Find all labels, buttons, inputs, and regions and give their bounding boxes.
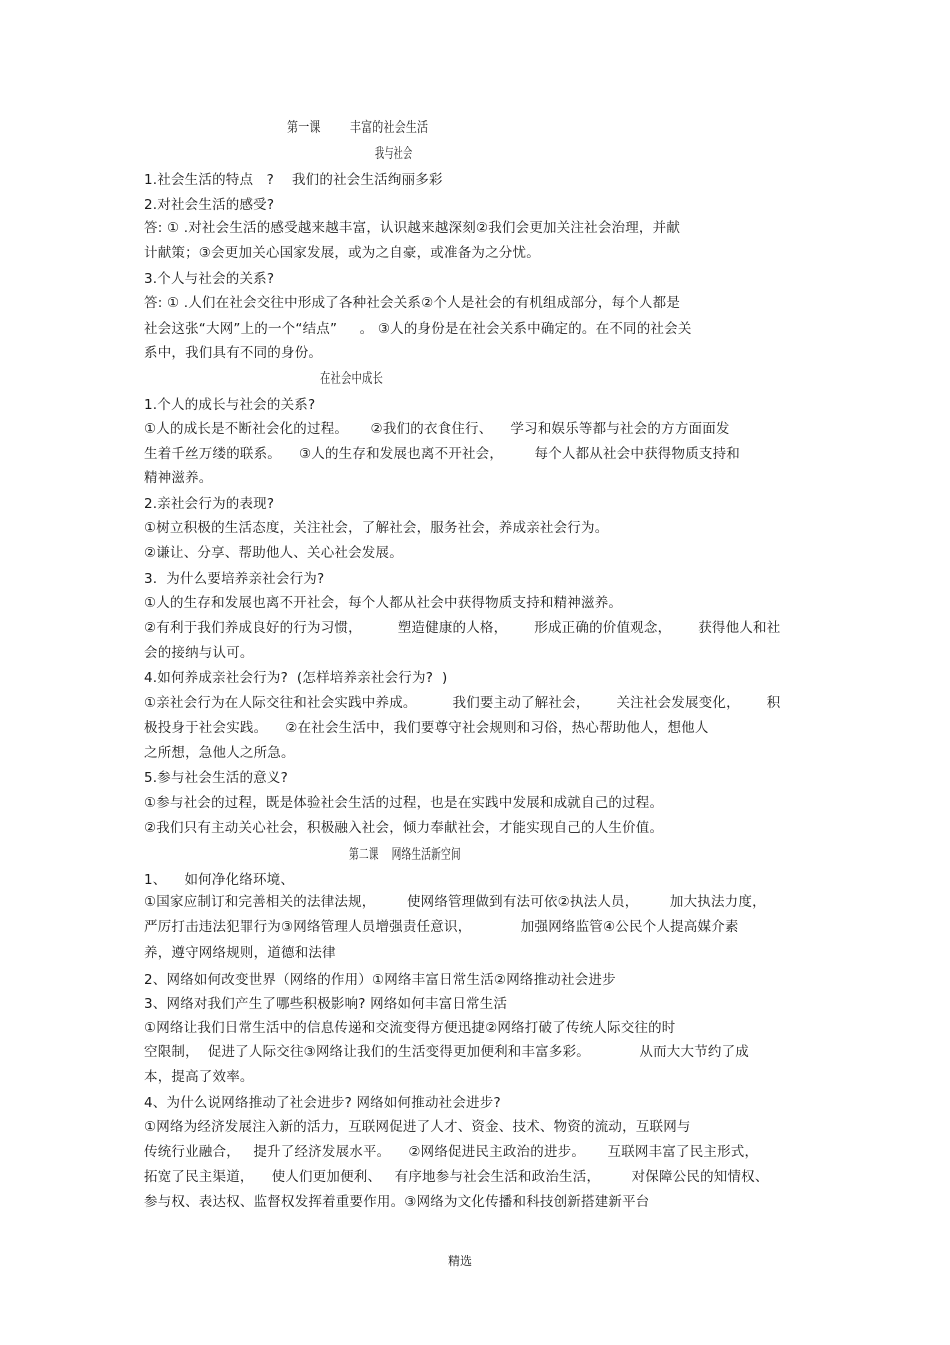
- text-line: ②我们只有主动关心社会，积极融入社会，倾力奉献社会，才能实现自己的人生价值。: [144, 820, 664, 836]
- lesson-1-title: 第一课 丰富的社会生活: [287, 120, 429, 136]
- text-line: 养，遵守网络规则，道德和法律: [144, 945, 336, 961]
- page-footer: 精选: [448, 1254, 473, 1268]
- text-line: 之所想，急他人之所急。: [144, 745, 295, 761]
- text-line: 极投身于社会实践。 ②在社会生活中，我们要尊守社会规则和习俗，热心帮助他人，想他人: [144, 720, 709, 736]
- text-line: ①亲社会行为在人际交往和社会实践中养成。 我们要主动了解社会， 关注社会发展变化， 积: [144, 695, 781, 711]
- text-line: 3. 为什么要培养亲社会行为?: [144, 571, 325, 587]
- section-heading-growing-in-society: 在社会中成长: [320, 371, 383, 387]
- text-line: 5.参与社会生活的意义?: [144, 770, 288, 786]
- text-line: ①树立积极的生活态度，关注社会，了解社会，服务社会，养成亲社会行为。: [144, 520, 609, 536]
- text-line: 精神滋养。: [144, 470, 213, 486]
- text-line: 2.亲社会行为的表现?: [144, 496, 275, 512]
- text-line: 系中，我们具有不同的身份。: [144, 345, 323, 361]
- text-line: 4.如何养成亲社会行为? (怎样培养亲社会行为? ): [144, 670, 448, 686]
- text-line: ①人的生存和发展也离不开社会，每个人都从社会中获得物质支持和精神滋养。: [144, 595, 623, 611]
- text-line: 3.个人与社会的关系?: [144, 271, 275, 287]
- text-line: ①参与社会的过程，既是体验社会生活的过程，也是在实践中发展和成就自己的过程。: [144, 795, 664, 811]
- lesson-2-title: 第二课 网络生活新空间: [349, 847, 461, 863]
- text-line: ②有利于我们养成良好的行为习惯， 塑造健康的人格， 形成正确的价值观念， 获得他人和社: [144, 620, 781, 636]
- text-line: 2.对社会生活的感受?: [144, 197, 275, 213]
- text-line: 1、 如何净化络环境、: [144, 872, 295, 888]
- text-line: ①国家应制订和完善相关的法律法规， 使网络管理做到有法可依②执法人员， 加大执法力度，: [144, 894, 766, 910]
- text-line: 参与权、表达权、监督权发挥着重要作用。③网络为文化传播和科技创新搭建新平台: [144, 1194, 650, 1210]
- section-heading-me-and-society: 我与社会: [375, 146, 413, 162]
- text-line: ②谦让、分享、帮助他人、关心社会发展。: [144, 545, 403, 561]
- text-line: 1.个人的成长与社会的关系?: [144, 397, 316, 413]
- text-line: 3、网络对我们产生了哪些积极影响? 网络如何丰富日常生活: [144, 996, 508, 1012]
- text-line: 空限制， 促进了人际交往③网络让我们的生活变得更加便利和丰富多彩。 从而大大节约了成: [144, 1044, 749, 1060]
- text-line: 本，提高了效率。: [144, 1069, 254, 1085]
- text-line: 生着千丝万缕的联系。 ③人的生存和发展也离不开社会， 每个人都从社会中获得物质支持和: [144, 446, 741, 462]
- text-line: 拓宽了民主渠道， 使人们更加便利、 有序地参与社会生活和政治生活， 对保障公民的知情权、: [144, 1169, 769, 1185]
- text-line: ①人的成长是不断社会化的过程。 ②我们的衣食住行、 学习和娱乐等都与社会的方方面面发: [144, 421, 730, 437]
- text-line: 计献策；③会更加关心国家发展，或为之自豪，或准备为之分忧。: [144, 245, 540, 261]
- text-line: 答: ① .对社会生活的感受越来越丰富，认识越来越深刻②我们会更加关注社会治理，并献: [144, 220, 681, 236]
- text-line: ①网络让我们日常生活中的信息传递和交流变得方便迅捷②网络打破了传统人际交往的时: [144, 1020, 676, 1036]
- text-line: 1.社会生活的特点 ? 我们的社会生活绚丽多彩: [144, 172, 443, 188]
- text-line: 4、为什么说网络推动了社会进步? 网络如何推动社会进步?: [144, 1095, 501, 1111]
- text-line: 传统行业融合， 提升了经济发展水平。 ②网络促进民主政治的进步。 互联网丰富了民主形式，: [144, 1144, 759, 1160]
- text-line: 答: ① .人们在社会交往中形成了各种社会关系②个人是社会的有机组成部分，每个人都是: [144, 295, 681, 311]
- text-line: 会的接纳与认可。: [144, 645, 254, 661]
- text-line: 严厉打击违法犯罪行为③网络管理人员增强责任意识， 加强网络监管④公民个人提高媒介素: [144, 919, 739, 935]
- text-line: ①网络为经济发展注入新的活力，互联网促进了人才、资金、技术、物资的流动，互联网与: [144, 1119, 691, 1135]
- text-line: 社会这张“大网”上的一个“结点” 。 ③人的身份是在社会关系中确定的。在不同的社会关: [144, 321, 692, 337]
- text-line: 2、网络如何改变世界（网络的作用）①网络丰富日常生活②网络推动社会进步: [144, 972, 616, 988]
